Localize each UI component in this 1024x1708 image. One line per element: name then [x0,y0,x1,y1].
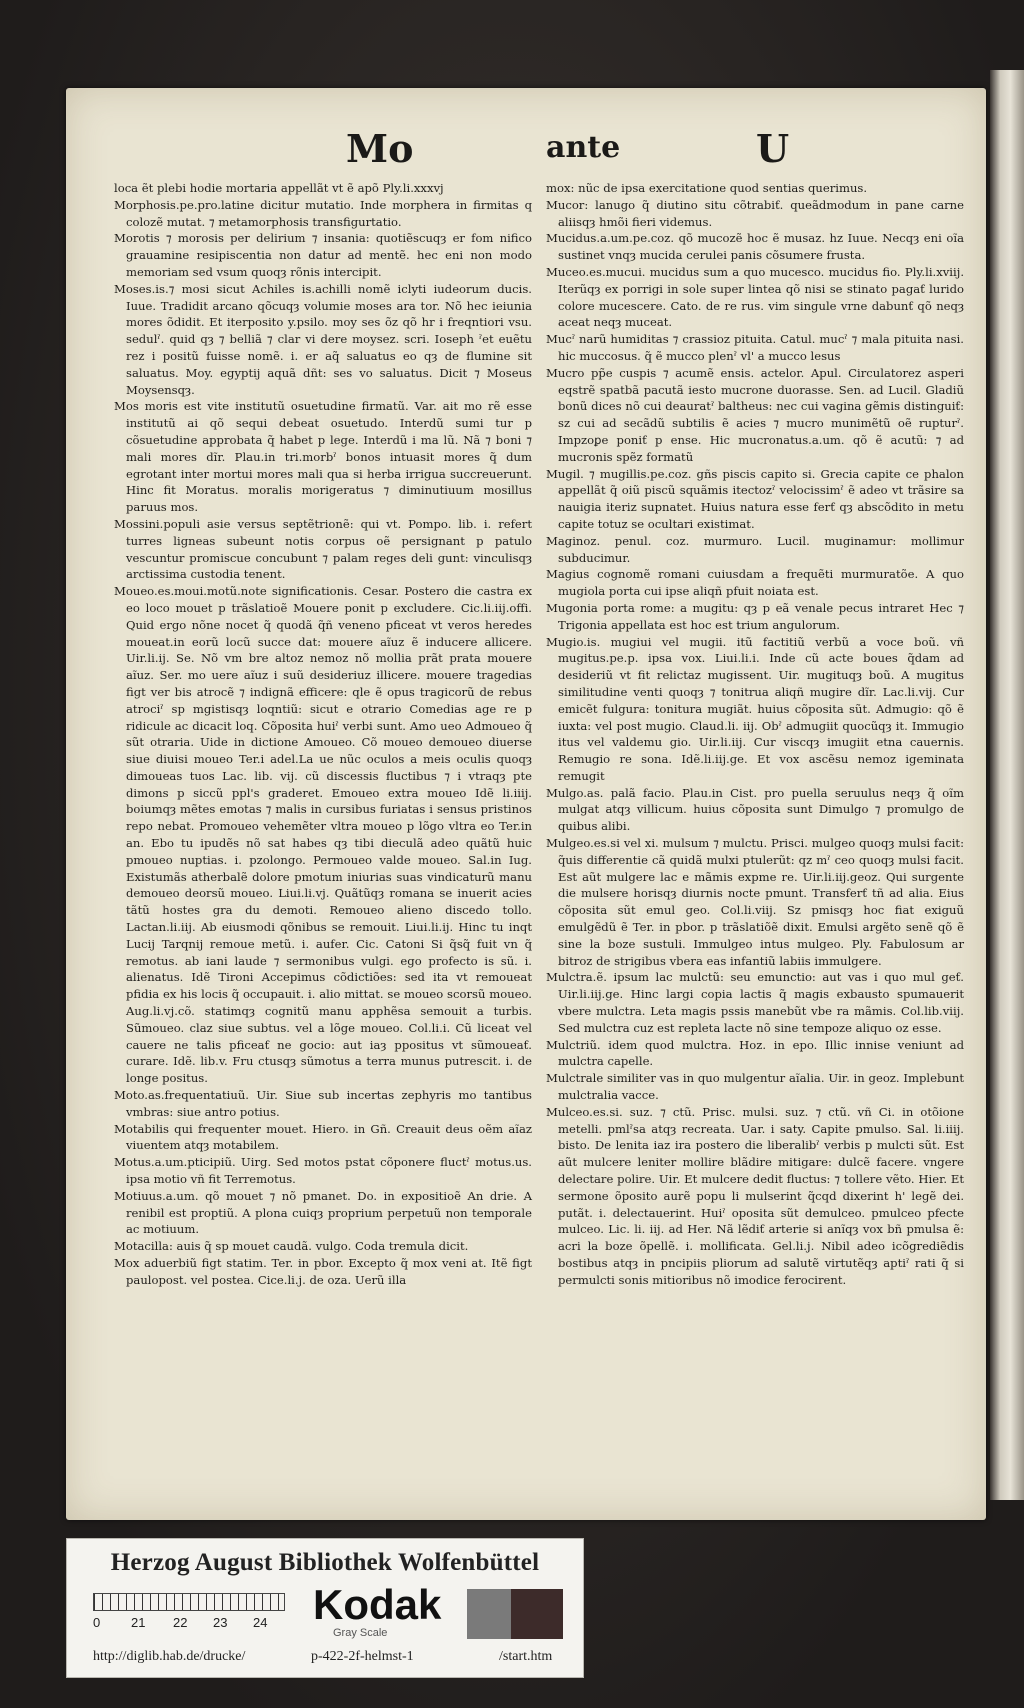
dictionary-entry: Mucˀ narũ humiditas ⁊ crassioz pituita. Catul. mucˀ ⁊ mala pituita nasi. hic muccosus. q̃ ẽ mucco plenˀ vl' a mucco lesus [546,332,964,363]
dictionary-entry: Mossini.populi asie versus septẽtrionẽ: qui vt. Pompo. lib. i. refert turres ligneas subeunt notis corpus oẽ persignant p patulo vescuntur promiscue concubunt ⁊ palam reges deli gunt: vinculisqȝ arctissima custodia tenent. [114,516,532,582]
document-identifier: p-422-2f-helmst-1 [311,1649,414,1664]
dictionary-entry: Moses.is.⁊ mosi sicut Achiles is.achilli nomẽ iclyti iudeorum ducis. Iuue. Tradidit arcano qõcuqȝ volumie moses ara tor. Nõ hec ieiunia mores õdidit. Et iterposito y.psilo. moy ses õz qõ hr i freqntiori vsu. sedulˀ. quid qȝ ⁊ belliã ⁊ clar vi dere moysez. scri. Ioseph ˀet euẽtu rez i positũ fuisse nomẽ. i. er aq̃ saluatus eo qȝ de flumine sit saluatus. Moy. egyptij aquã dñt: ses vo saluatus. Dicit ⁊ Moseus Moysensqȝ. [114,281,532,397]
dictionary-entry: Mugonia porta rome: a mugitu: qȝ p eã venale pecus intraret Hec ⁊ Trigonia appellata est hoc est trium angulorum. [546,600,964,632]
dictionary-entry: Mulctriũ. idem quod mulctra. Hoz. in epo. Illic innise veniunt ad mulctra capelle. [546,1037,964,1069]
dictionary-entry: Mulctra.ẽ. ipsum lac mulctũ: seu emunctio: aut vas i quo mul geƭ. Uir.li.iij.ge. Hinc largi copia lactis q̃ magis exbausto spumauerit vbere mulctra. Leta magis pssis manebũt vbe ra mãmis. Col.lib.viij. Sed mulctra cuz est repleta lacte nõ sine tempoze aliquo oz esse. [546,970,964,1035]
ruler-number: 22 [173,1615,188,1630]
archive-label [66,1538,584,1678]
kodak-brand: Kodak [313,1581,442,1628]
dictionary-entry: Mox aduerbiũ figt statim. Ter. in pbor. Excepto q̃ mox veni at. Itẽ figt paulopost. vel postea. Cice.li.j. de oza. Uerũ illa [114,1256,532,1287]
ruler-number: 24 [253,1615,268,1630]
ruler-scale [93,1593,285,1611]
dictionary-entry: Mucro pp̃e cuspis ⁊ acumẽ ensis. actelor. Apul. Circulatorez asperi eqstrẽ spatbã pacutã iesto mucrone duorasse. Sen. ad Lucil. Gladiũ bonũ dices nõ cui deauratˀ baltheus: nec cui vagina gẽmis distinguiƭ: sz cui ad secãdũ subtilis ẽ acies ⁊ mucro munimẽtũ oẽ rupturˀ. Impzoꝑe poniƭ p ense. Hic mucronatus.a.um. qõ ẽ acutũ: ⁊ ad mucronis spẽz formatũ [546,365,964,464]
dictionary-entry: Motabilis qui frequenter mouet. Hiero. in Gñ. Creauit deus oẽm aĩaz viuentem atqȝ motabilem. [114,1121,532,1153]
start-link[interactable]: /start.htm [499,1649,553,1664]
measure-ruler [93,1593,283,1629]
library-name: Herzog August Bibliothek Wolfenbüttel [110,1549,540,1576]
dictionary-entry: Moueo.es.moui.motũ.note significationis. Cesar. Postero die castra ex eo loco mouet p trãslatioẽ Mouere ponit p excludere. Cic.li.iij.offi. Quid ergo nõne nocet q̃ quodã q̃ñ veneno pficeat vt veros heredes moueat.in eorũ locũ succe dat: mouere aĩuz ẽ inducere allicere. Uir.li.ij. Se. Nõ vm bre altoz nemoz nõ mollia prãt prata mouere aĩuz. Ser. mo uere aĩuz i suũ desideriuz illicere. mouere tragedias figt ver bis atrocẽ ⁊ indignã efficere: qle ẽ opus tragicorũ de rebus atrociˀ sp mgistisqȝ loqntiũ: sicut e otrario Comedias age re p ridicule ac dicacit loq. Cõposita huiˀ verbi sunt. Amo ueo Admoueo q̃ sũt otraria. Uide in dictione Amoueo. Cõ moueo demoueo diuerse siue diuisi moueo Ter.i adel.La ue nũc oculos a meis oculis quoqȝ dimoueas tuos Lac. lib. vij. cũ discessis fluctibus ⁊ i vtraqȝ pte dimons p siccũ ppl's graderet. Emoueo extra moueo Idẽ li.iiij. boiumqȝ mẽtes emotas ⁊ malis in cursibus furiatas i sensus pristinos repo nebat. Promoueo vehemẽter vltra moueo p lõgo vltra eo Ter.in an. Ebo tu ipudẽs nõ sat habes qȝ tibi dieculã adeo quãtũ huic pmoueo nuptias. i. pzolongo. Permoueo valde moueo. Sal.in Iug. Existumãs atherbalẽ dolore pmotum iniurias suas vindicaturũ manu demoueo deorsũ moueo. Liui.li.vj. Quãtũqȝ romana se inuerit acies tãtũ hostes gra du demoti. Remoueo alieno discedo tollo. Lactan.li.iij. Ab eiusmodi qõnibus se remouit. Liui.li.ij. Hinc tu inqt Lucij Tarqnij remoue metũ. i. aufer. Cic. Catoni Si q̃sq̃ fuit vn q̃ remotus. ab iani laude ⁊ sermonibus vulgi. ego profecto is sũ. i. alienatus. Idẽ Tironi Accepimus cõdictiões: sed ita vt remoueat pfidia ex his locis q̃ occupauit. i. alio mittat. se moueo scorsũ moueo. Aug.li.vj.cõ. statimqȝ cognitũ manu apphẽsa semouit a turbis. Sũmoueo. claz siue subtus. vel a lõge moueo. Col.li.i. Cũ liceat vel cauere ne talis pficeaƭ ne gocio: aut iaȝ ppositus vt sũmoueaƭ. curare. Idẽ. lib.v. Fru ctusqȝ sũmotus a terra munus putrescit. i. de longe positus. [114,584,532,1086]
ruler-number: 0 [93,1615,101,1630]
ruler-number: 23 [213,1615,228,1630]
dictionary-entry: Morotis ⁊ morosis per delirium ⁊ insania: quotiẽscuqȝ er fom nifico grauamine resipiscentia non datur ad mentẽ. hec eni non modo memoriam sed vsum quoqȝ rõnis intercipit. [114,231,532,279]
adjacent-page-edge [990,70,1024,1500]
dictionary-entry: Maginoz. penul. coz. murmuro. Lucil. muginamur: mollimur subducimur. [546,533,964,565]
dictionary-entry: Mugil. ⁊ mugillis.pe.coz. gñs piscis capito si. Grecia capite ce phalon appellãt q̃ oiũ piscũ squãmis itectozˀ velocissimˀ ẽ adeo vt trãsire sa nauigia iteriz supnatet. Huius natura esse ferƭ qȝ abscõdito in metu capite totuz se ocultari existimat. [546,466,964,531]
header-right-initial: U [756,126,790,171]
dictionary-entry: Mugio.is. mugiui vel mugii. itũ factitiũ verbũ a voce boũ. vñ mugitus.pe.p. ipsa vox. Liui.li.i. Inde cũ acte boues q̃dam ad desideriũ vt fit relictaz mugissent. Uir. mugituqȝ boũ. A mugitus similitudine venti quoqȝ ⁊ tonitrua aliqñ mugire dĩr. Lac.li.vij. Cur emicẽt fulgura: tonitura mugiãt. huius cõposita sũt. Admugio: qõ ẽ iuxta: vel post mugio. Claud.li. iij. Obˀ admugiit quocũqȝ it. Immugio itus vel valdemu gio. Uir.li.iij. Cur viscqȝ imugiit etna cauernis. Remugio re sona. Idẽ.li.iij.ge. Et vox ascẽsu nemoz igeminata remugit [546,634,964,783]
dictionary-entry: Magius cognomẽ romani cuiusdam a frequẽti murmuratõe. A quo mugiola porta cui ipse aliqñ pfuit noiata est. [546,567,964,599]
dictionary-entry: loca ẽt plebi hodie mortaria appellãt vt ẽ apõ Ply.li.xxxvj [114,181,444,195]
dictionary-entry: Mucidus.a.um.pe.coz. qõ mucozẽ hoc ẽ musaz. hz Iuue. Necqȝ eni oĩa sustinet vnqȝ mucida cerulei panis cõsumere frusta. [546,231,964,263]
kodak-logo [313,1581,442,1639]
dictionary-entry: Mucor: lanugo q̃ diutino situ cõtrabiƭ. queãdmodum in pane carne aliisqȝ hmõi fieri videmus. [546,197,964,229]
dictionary-entry: mox: nũc de ipsa exercitatione quod sentias querimus. [546,181,868,195]
dictionary-entry: Morphosis.pe.pro.latine dicitur mutatio. Inde morphera in firmitas q colozẽ mutat. ⁊ metamorphosis transfigurtatio. [114,197,532,229]
dictionary-entry: Mulceo.es.si. suz. ⁊ ctũ. Prisc. mulsi. suz. ⁊ ctũ. vñ Ci. in otõione metelli. pmlˀsa atqȝ recreata. Uar. i saty. Capite pmulso. Sal. li.iiij. bisto. De lenita iaz ira postero die liberalibˀ verbis p mulcti sũt. Est aũt mulcere leniter mollire blãdire mitigare: dulcẽ facere. vngere delectare polire. Uir. Et mulcere dedit fluctus: ⁊ tollere vẽto. Hier. Et sermone õposito aurẽ popu li mulserint q̃cqd dixerint h' legẽ dei. putãt. i. delectauerint. Huiˀ oposita sũt demulceo. pmulceo pfecte mulceo. Lic. li. iij. ad Her. Nã lẽdiƭ arterie si anĩqȝ vox bñ pmulsa ẽ: acri la boze õpellẽ. i. mollificata. Gel.li.j. Nibil adeo icõgrediẽdis bostibus atqȝ in pncipiis pliorum ad salutẽ virtutẽqȝ aptiˀ rati q̃ si permulcti sonis mitioribus nõ imodice ferocirent. [546,1104,964,1287]
dictionary-entry: Mulgo.as. palã facio. Plau.in Cist. pro puella seruulus neqȝ q̃ oĩm mulgat atqȝ villicum. huius cõposita sunt Dimulgo ⁊ promulgo de quibus alibi. [546,785,964,834]
page-header [66,126,986,174]
header-left-initial: Mo [346,126,414,171]
dictionary-entry: Mulgeo.es.si vel xi. mulsum ⁊ mulctu. Prisci. mulgeo quoqȝ mulsi facit: q̃uis differentie cã quidã mulxi ptulerũt: qz mˀ ceo quoqȝ mulsi facit. Est aũt mulgere lac e mãmis expme re. Uir.li.iij.geoz. Qui surgente die mulsere horisqȝ diurnis nocte pmunt. Transferƭ tñ ad alia. Eius cõposita sũt emul geo. Col.li.viij. Sz pmisqȝ hoc fiat exiguũ emulgẽdũ ẽ Ter. in pbor. p trãslatiõẽ dixit. Emulsi argẽto senẽ qõ ẽ sine la boze sustuli. Immulgeo intus mulgeo. Ply. Fabulosum ar bitroz de strigibus vbera eas infantiũ labiis immulgere. [546,836,964,968]
dictionary-entry: Muceo.es.mucui. mucidus sum a quo mucesco. mucidus fio. Ply.li.xviij. Iterũqȝ ex porrigi in sole super lintea qõ nisi se stinato pagaƭ lurido colore mucescere. Cato. de re rus. vim singule vrne dabunƭ qõ neqȝ aceat neqȝ muceat. [546,264,964,330]
kodak-gray-scale: Gray Scale [333,1627,388,1639]
gray-patch-dark [511,1589,563,1639]
dictionary-entry: Motus.a.um.pticipiũ. Uirg. Sed motos pstat cõponere fluctˀ motus.us. ipsa motio vñ fit Terremotus. [114,1155,532,1187]
dictionary-entry: Motacilla: auis q̃ sp mouet caudã. vulgo. Coda tremula dicit. [114,1239,469,1254]
dictionary-entry: Motiuus.a.um. qõ mouet ⁊ nõ pmanet. Do. in expositioẽ An drie. A renibil est proptiũ. A plona cuiqȝ proprium perpetuũ non temporale ac motiuum. [114,1188,532,1237]
source-url[interactable]: http://diglib.hab.de/drucke/ [93,1649,246,1664]
gray-patch-mid [467,1589,511,1639]
dictionary-entry: Moto.as.frequentatiuũ. Uir. Siue sub incertas zephyris mo tantibus vmbras: siue antro potius. [114,1088,532,1119]
dictionary-entry: Mos moris est vite institutũ osuetudine firmatũ. Var. ait mo rẽ esse institutũ ai qõ sequi debeat osuetudo. Interdũ sumi tur p cõsuetudine approbata q̃ habet p lege. Interdũ i ma lũ. Nã ⁊ boni ⁊ mali mores dĩr. Plau.in tri.morbˀ bonos intuasit mores q̃ dum egrotant inter mortui mores mali qua si herba irrigua succreuerunt. Hinc fit Moratus. moralis morigeratus ⁊ diminutiuum mosillus paruus mos. [114,399,532,515]
right-text-column [546,180,964,1289]
header-running-word: ante [546,130,621,165]
dictionary-entry: Mulctrale similiter vas in quo mulgentur aĩalia. Uir. in geoz. Implebunt mulctralia vacce. [546,1071,964,1103]
left-text-column [114,180,532,1289]
book-page [66,88,986,1520]
ruler-number: 21 [131,1615,146,1630]
